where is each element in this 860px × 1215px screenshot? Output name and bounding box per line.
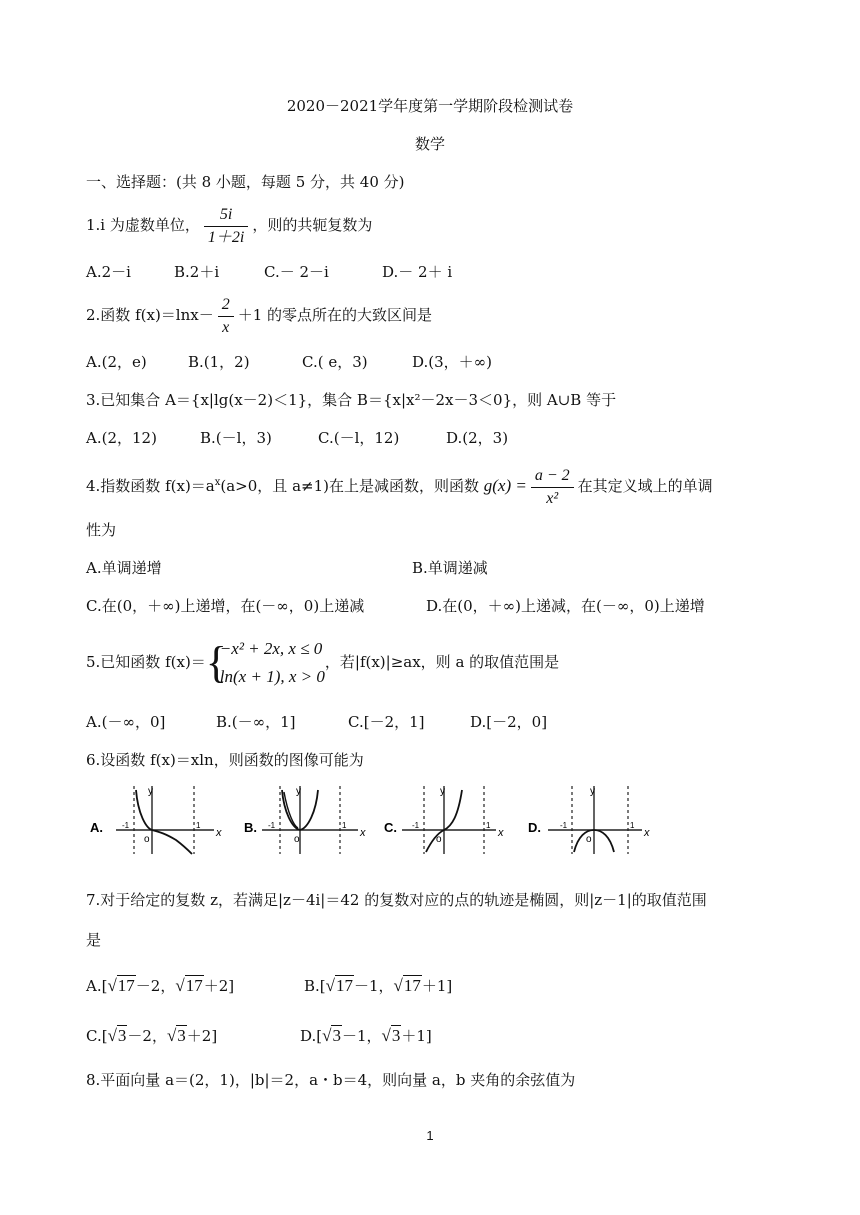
page-number: 1 bbox=[426, 1128, 434, 1143]
graph-a-neg-one: -1 bbox=[122, 821, 130, 830]
q7-continuation: 是 bbox=[86, 931, 102, 949]
q7-b-radicand-2: 17 bbox=[403, 976, 421, 995]
question-6: 6.设函数 f(x)＝xln，则函数的图像可能为 bbox=[86, 751, 364, 769]
graph-b bbox=[240, 784, 380, 856]
q7-option-b bbox=[304, 976, 452, 996]
q3-option-a: A.(2，12) bbox=[86, 429, 157, 447]
q2-option-c: C.( e，3) bbox=[302, 353, 368, 371]
q1-option-b: B.2＋i bbox=[174, 263, 220, 281]
section-heading: 一、选择题：(共 8 小题，每题 5 分，共 40 分) bbox=[86, 173, 405, 191]
graph-c-pos-one: 1 bbox=[486, 821, 491, 830]
q7-d-end: ＋1] bbox=[401, 1027, 432, 1045]
graph-b-pos-one: 1 bbox=[342, 821, 347, 830]
q7-b-radicand-1: 17 bbox=[336, 976, 353, 995]
q7-option-d bbox=[300, 1026, 432, 1046]
q7-option-a bbox=[86, 976, 234, 996]
subject-title: 数学 bbox=[414, 135, 445, 153]
q4-option-c: C.在(0，＋∞)上递增，在(－∞，0)上递减 bbox=[86, 597, 365, 615]
q7-a-radicand-1: 17 bbox=[117, 976, 135, 995]
q1-numerator: 5i bbox=[204, 206, 248, 227]
graph-d-label: D. bbox=[528, 820, 541, 835]
graph-d-x-label: x bbox=[644, 827, 650, 839]
q2-option-b: B.(1，2) bbox=[188, 353, 250, 371]
q1-option-a: A.2－i bbox=[86, 263, 131, 281]
q5-option-d: D.[－2，0] bbox=[470, 713, 548, 731]
graph-c-y-label: y bbox=[440, 786, 445, 797]
q3-option-d: D.(2，3) bbox=[446, 429, 509, 447]
q5-prefix: 5.已知函数 f(x)＝ bbox=[86, 653, 206, 671]
q4-middle: (a>0，且 a≠1)在上是减函数，则函数 bbox=[220, 477, 479, 495]
q5-brace: { bbox=[205, 638, 227, 687]
graph-b-x-label: x bbox=[360, 827, 366, 839]
q7-b-end: ＋1] bbox=[421, 977, 453, 995]
q7-c-end: ＋2] bbox=[186, 1027, 218, 1045]
q4-suffix: 在其定义域上的单调 bbox=[577, 477, 713, 495]
q7-d-sqrt-1: √3 bbox=[322, 1026, 341, 1045]
q1-suffix: ，则的共轭复数为 bbox=[252, 216, 373, 234]
q3-option-b: B.(－l，3) bbox=[200, 429, 272, 447]
q2-fraction bbox=[218, 296, 234, 337]
q7-a-end: ＋2] bbox=[203, 977, 235, 995]
q7-d-radicand-1: 3 bbox=[332, 1026, 341, 1045]
q7-a-sqrt-1: √17 bbox=[107, 976, 135, 995]
q7-b-sqrt-1: √17 bbox=[325, 976, 353, 995]
question-4 bbox=[86, 460, 713, 509]
graph-c-label: C. bbox=[384, 820, 397, 835]
question-2 bbox=[86, 294, 432, 337]
q7-option-c bbox=[86, 1026, 217, 1046]
q2-prefix: 2.函数 f(x)＝lnx－ bbox=[86, 306, 214, 324]
q7-c-mid: －2， bbox=[127, 1027, 167, 1045]
graph-c-x-label: x bbox=[498, 827, 504, 839]
graph-a-origin: o bbox=[144, 834, 150, 845]
question-3: 3.已知集合 A＝{x|lg(x－2)＜1}，集合 B＝{x|x²－2x－3＜0}，则 A∪B 等于 bbox=[86, 391, 617, 409]
q7-d-sqrt-2: √3 bbox=[381, 1026, 401, 1045]
graph-d-neg-one: -1 bbox=[560, 821, 568, 830]
q4-g-function: g(x) = bbox=[483, 476, 527, 495]
q5-case-2: ln(x + 1), x > 0 bbox=[219, 667, 325, 686]
q7-a-mid: －2， bbox=[135, 977, 176, 995]
q4-option-d: D.在(0，＋∞)上递减，在(－∞，0)上递增 bbox=[426, 597, 705, 615]
graph-a-label: A. bbox=[90, 820, 103, 835]
q1-fraction bbox=[204, 206, 248, 247]
q7-b-bracket: B.[ bbox=[304, 977, 326, 995]
q4-option-a: A.单调递增 bbox=[86, 559, 162, 577]
graph-b-origin: o bbox=[294, 834, 300, 845]
q4-option-b: B.单调递减 bbox=[412, 559, 488, 577]
q4-fraction bbox=[531, 467, 574, 508]
question-8: 8.平面向量 a＝(2，1)，|b|＝2，a・b＝4，则向量 a，b 夹角的余弦值为 bbox=[86, 1071, 576, 1089]
graph-d-pos-one: 1 bbox=[630, 821, 635, 830]
q2-numerator: 2 bbox=[218, 296, 234, 317]
graph-d bbox=[524, 784, 664, 856]
q1-option-c: C.－ 2－i bbox=[264, 263, 329, 281]
graph-c-origin: o bbox=[436, 834, 442, 845]
q5-suffix: ，若|f(x)|≥ax，则 a 的取值范围是 bbox=[324, 653, 560, 671]
q2-denominator: x bbox=[222, 318, 230, 336]
q7-d-mid: －1， bbox=[341, 1027, 382, 1045]
graph-b-neg-one: -1 bbox=[268, 821, 276, 830]
graph-a-x-label: x bbox=[216, 827, 222, 839]
graph-a-pos-one: 1 bbox=[196, 821, 201, 830]
exam-title: 2020－2021学年度第一学期阶段检测试卷 bbox=[286, 97, 574, 115]
q4-denominator: x² bbox=[546, 489, 559, 507]
q7-a-radicand-2: 17 bbox=[185, 976, 203, 995]
q7-a-bracket: A.[ bbox=[86, 977, 108, 995]
q5-option-b: B.(－∞，1] bbox=[216, 713, 296, 731]
q5-piecewise bbox=[206, 635, 325, 691]
q7-a-sqrt-2: √17 bbox=[175, 976, 203, 995]
question-5 bbox=[86, 634, 559, 691]
question-1 bbox=[86, 204, 372, 247]
q5-case-1: −x² + 2x, x ≤ 0 bbox=[219, 639, 323, 658]
q4-numerator: a − 2 bbox=[531, 467, 574, 488]
q7-c-sqrt-1: √3 bbox=[107, 1026, 127, 1045]
graph-b-y-label: y bbox=[296, 786, 301, 797]
q7-c-sqrt-2: √3 bbox=[166, 1026, 186, 1045]
q1-prefix: 1.i 为虚数单位， bbox=[86, 216, 200, 234]
q7-b-sqrt-2: √17 bbox=[393, 976, 421, 995]
graph-a-y-label: y bbox=[148, 786, 153, 797]
q7-d-radicand-2: 3 bbox=[391, 1026, 401, 1045]
q7-b-mid: －1， bbox=[354, 977, 394, 995]
q4-continuation: 性为 bbox=[86, 521, 117, 539]
q5-option-c: C.[－2，1] bbox=[348, 713, 425, 731]
q2-option-a: A.(2，e) bbox=[86, 353, 147, 371]
q2-option-d: D.(3，＋∞) bbox=[412, 353, 493, 371]
graph-b-label: B. bbox=[244, 820, 257, 835]
question-7: 7.对于给定的复数 z，若满足|z－4i|＝42 的复数对应的点的轨迹是椭圆，则|z－1|的取值范围 bbox=[86, 891, 707, 909]
q7-d-bracket: D.[ bbox=[300, 1027, 323, 1045]
q7-c-radicand-2: 3 bbox=[177, 1026, 186, 1045]
q4-prefix: 4.指数函数 f(x)＝a bbox=[86, 477, 215, 495]
q3-option-c: C.(－l，12) bbox=[318, 429, 400, 447]
graph-d-origin: o bbox=[586, 834, 592, 845]
q7-c-bracket: C.[ bbox=[86, 1027, 108, 1045]
graph-c-neg-one: -1 bbox=[412, 821, 420, 830]
q2-suffix: ＋1 的零点所在的大致区间是 bbox=[237, 306, 433, 324]
graph-c bbox=[380, 784, 520, 856]
q7-c-radicand-1: 3 bbox=[117, 1026, 127, 1045]
graph-a bbox=[86, 784, 234, 856]
q5-option-a: A.(－∞，0] bbox=[86, 713, 166, 731]
graph-d-y-label: y bbox=[590, 786, 595, 797]
q1-denominator: 1＋2i bbox=[207, 228, 245, 246]
q1-option-d: D.－ 2＋ i bbox=[382, 263, 453, 281]
q4-exponent: x bbox=[214, 477, 221, 488]
